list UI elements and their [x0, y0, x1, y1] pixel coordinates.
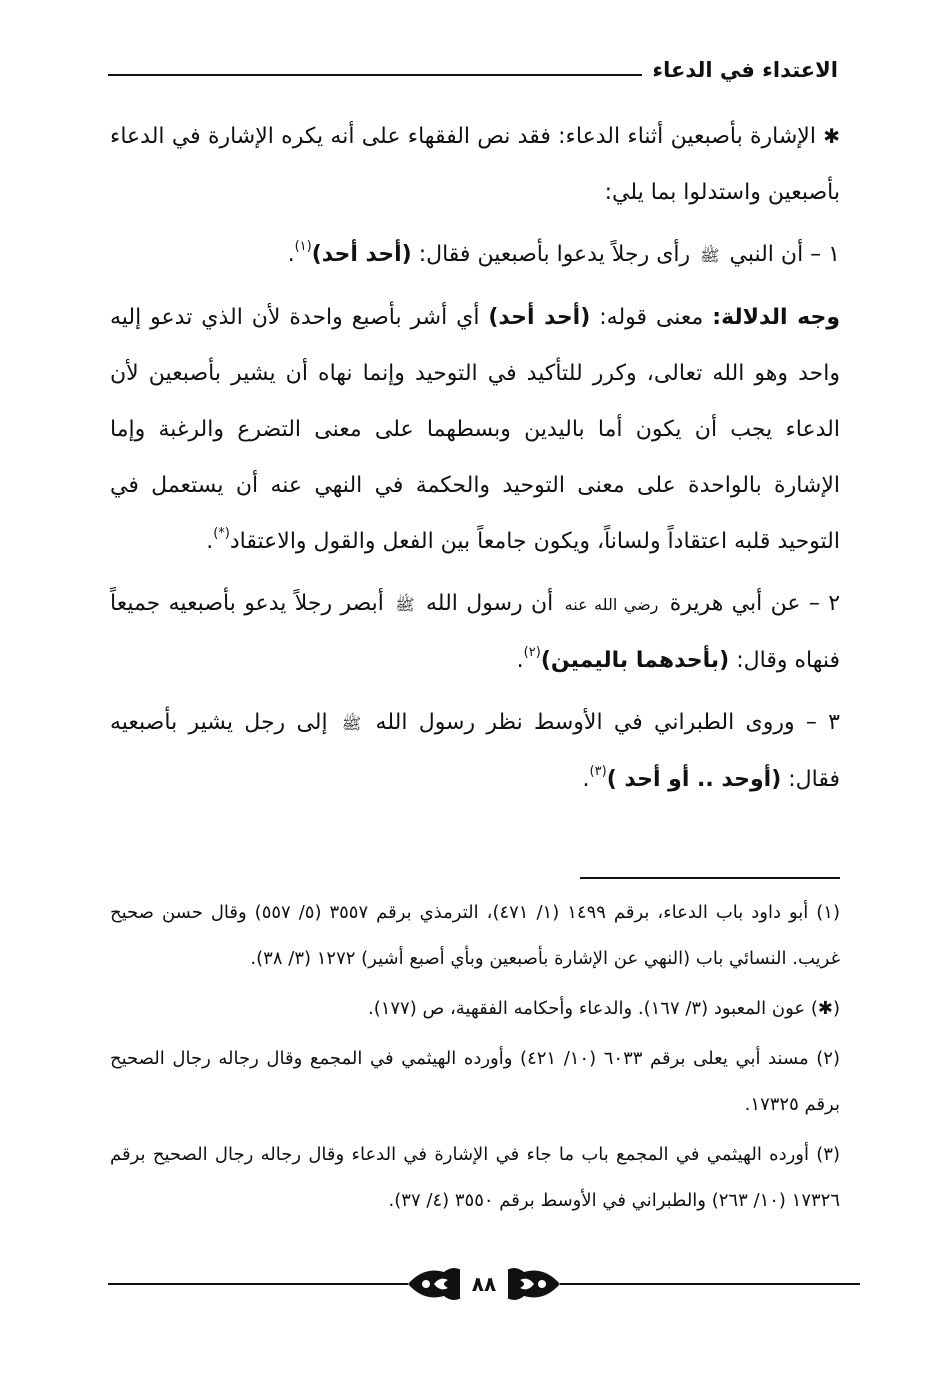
evidence-3-end: إلى رجل يشير بأصبعيه فقال:: [110, 710, 840, 792]
page-number: ٨٨: [460, 1270, 508, 1298]
period: .: [516, 648, 524, 673]
paragraph-evidence-1: [110, 227, 840, 284]
period: .: [206, 529, 214, 554]
footnotes: [110, 890, 840, 1228]
footer-rule-left: [108, 1283, 408, 1285]
paragraph-explanation: [110, 290, 840, 570]
salawat-symbol: ﷺ: [341, 714, 362, 733]
footnote-1: (١) أبو داود باب الدعاء، برقم ١٤٩٩ (١/ ٤٧١)، الترمذي برقم ٣٥٥٧ (٥/ ٥٥٧) وقال حسن صحيح غريب. النسائي باب (النهي عن الإشارة بأصبعين وبأي أصبع أشير) ١٢٧٢ (٣/ ٣٨).: [110, 902, 840, 969]
main-text: [110, 108, 840, 814]
footnote-star: (✱) عون المعبود (٣/ ١٦٧). والدعاء وأحكامه الفقهية، ص (١٧٧).: [367, 998, 840, 1019]
footnote-ref-star: (*): [213, 526, 230, 541]
footnote-separator: [580, 877, 840, 879]
period: .: [287, 242, 295, 267]
header-title: الاعتداء في الدعاء: [642, 58, 838, 82]
footer-rule-right: [560, 1283, 860, 1285]
explanation-quote: (أحد أحد): [488, 305, 591, 330]
hadith-quote-2: (بأحدهما باليمين): [540, 648, 730, 673]
evidence-1-middle: رأى رجلاً يدعوا بأصبعين فقال:: [418, 242, 691, 267]
footnote-ref-1: (١): [294, 239, 312, 254]
salawat-symbol: ﷺ: [700, 246, 720, 265]
running-header: [108, 52, 838, 92]
salawat-symbol: ﷺ: [395, 595, 415, 614]
hadith-quote-3: (أوحد .. أو أحد ): [606, 767, 782, 792]
period: .: [582, 767, 590, 792]
footnote-ref-2: (٢): [523, 645, 541, 660]
intro-text: الإشارة بأصبعين أثناء الدعاء: فقد نص الفقهاء على أنه يكره الإشارة في الدعاء بأصبعين واستدلوا بما يلي:: [110, 124, 840, 205]
radiya-symbol: رضي الله عنه: [564, 595, 659, 614]
footnote-ref-3: (٣): [589, 764, 607, 779]
evidence-2-start: ٢ – عن أبي هريرة: [669, 591, 841, 616]
asterisk-icon: ✱: [823, 124, 841, 148]
page-footer: [108, 1262, 860, 1306]
explanation-body: أي أشر بأصبع واحدة لأن الذي تدعو إليه واحد وهو الله تعالى، وكرر للتأكيد في التوحيد وإنما نهاه أن يشير بأصبعين لأن الدعاء يجب أن يكون أما باليدين وبسطهما على معنى التضرع والرغبة وإما الإشارة بالواحدة على معنى التوحيد والحكمة في النهي عنه أن يستعمل في التوحيد قلبه اعتقاداً ولساناً، ويكون جامعاً بين الفعل والقول والاعتقاد: [110, 305, 840, 554]
explanation-start: معنى قوله:: [599, 305, 704, 330]
paragraph-intro: [110, 108, 840, 221]
evidence-1-start: ١ – أن النبي: [729, 242, 840, 267]
evidence-3-start: ٣ – وروى الطبراني في الأوسط نظر رسول الله: [375, 710, 840, 735]
footnote-3: (٣) أورده الهيثمي في المجمع باب ما جاء في الإشارة في الدعاء وقال رجاله رجال الصحيح برقم ١٧٣٢٦ (١٠/ ٢٦٣) والطبراني في الأوسط برقم ٣٥٥٠ (٤/ ٣٧).: [110, 1144, 840, 1211]
explanation-lead: وجه الدلالة:: [712, 305, 841, 330]
footnote-2: (٢) مسند أبي يعلى برقم ٦٠٣٣ (١٠/ ٤٢١) وأورده الهيثمي في المجمع وقال رجاله رجال الصحيح برقم ١٧٣٢٥.: [110, 1048, 840, 1115]
evidence-2-end: أبصر رجلاً يدعو بأصبعيه جميعاً فنهاه وقال:: [110, 591, 840, 673]
paragraph-evidence-3: [110, 695, 840, 808]
evidence-2-middle: أن رسول الله: [425, 591, 554, 616]
hadith-quote-1: (أحد أحد): [311, 242, 412, 267]
paragraph-evidence-2: [110, 576, 840, 689]
